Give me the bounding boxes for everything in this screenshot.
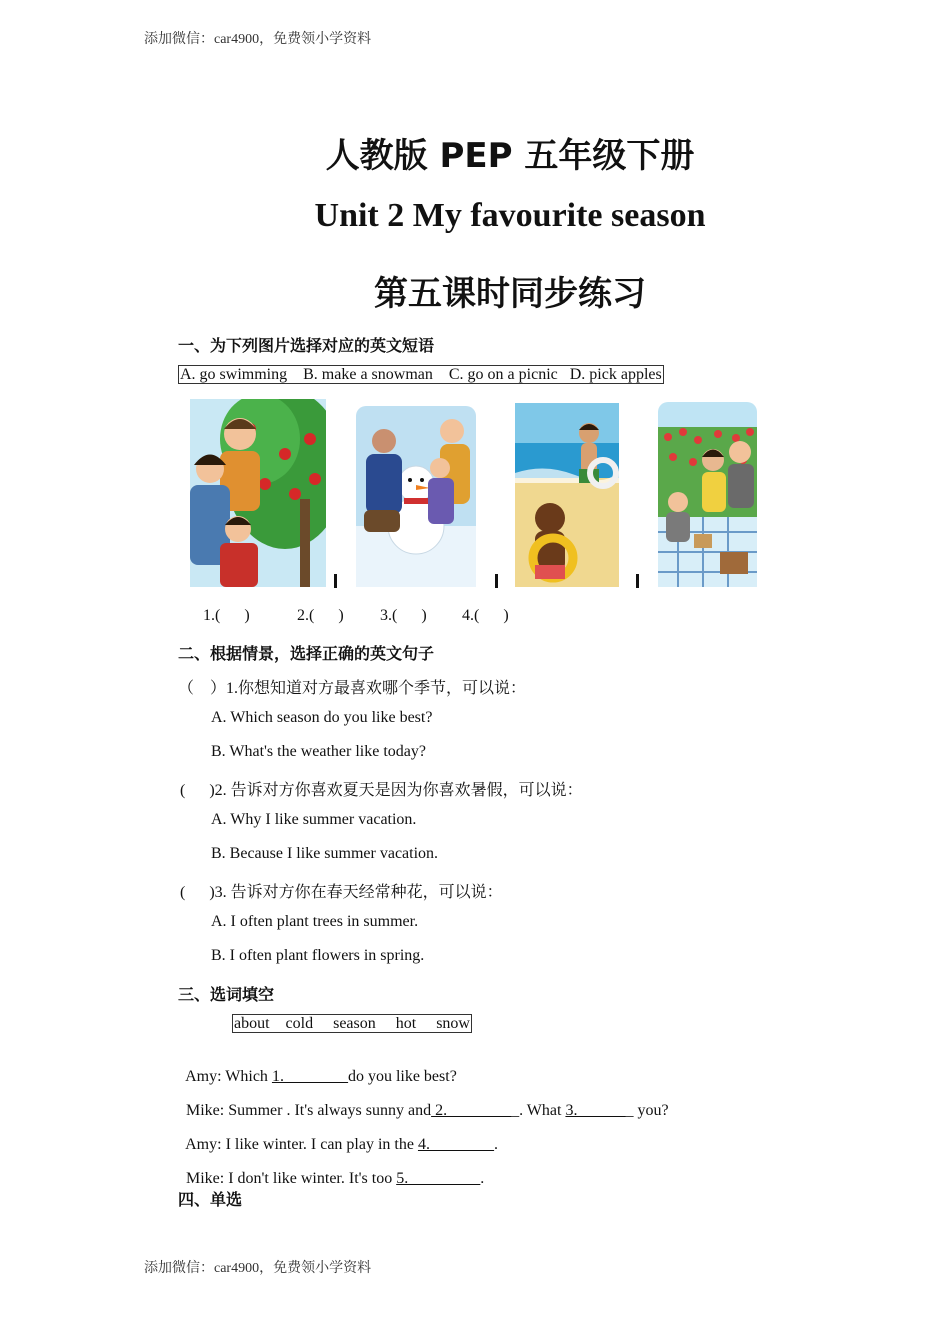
fill-blank-4[interactable]: 4.________ [417,1136,494,1153]
question-3: ( )3. 告诉对方你在春天经常种花，可以说： [180,884,503,901]
dialog-line-2-mid: _. What [511,1102,566,1119]
fill-blank-5[interactable]: 5._________ [396,1170,481,1187]
picture-divider-mark [334,574,337,588]
section-1-heading: 一、为下列图片选择对应的英文短语 [178,336,435,355]
page-header: 添加微信：car4900，免费领小学资料 [144,32,372,47]
dialog-line-1-text: Amy: Which [185,1068,272,1085]
page-footer: 添加微信：car4900，免费领小学资料 [144,1261,372,1276]
title-line-1: 人教版 PEP 五年级下册 [325,136,695,176]
dialog-line-1-end: do you like best? [347,1068,457,1085]
word-bank-box: about cold season hot snow [234,1015,470,1032]
answer-blank-2[interactable]: 2.( ) [297,607,344,624]
question-2-option-b: B. Because I like summer vacation. [211,845,439,862]
question-2: ( )2. 告诉对方你喜欢夏天是因为你喜欢暑假，可以说： [180,782,583,799]
question-3-option-b: B. I often plant flowers in spring. [211,947,425,964]
title-line-2: Unit 2 My favourite season [314,197,706,234]
question-1-option-b: B. What's the weather like today? [211,743,426,760]
phrase-options-box: A. go swimming B. make a snowman C. go on a picnic D. pick apples [180,366,662,383]
question-1: （ ）1.你想知道对方最喜欢哪个季节，可以说： [178,680,527,697]
dialog-line-3 [178,1118,498,1154]
fill-blank-1[interactable]: 1.________ [271,1068,348,1085]
answer-blank-4[interactable]: 4.( ) [462,607,509,624]
section-3-heading: 三、选词填空 [178,985,275,1004]
picture-go-swimming [515,403,619,587]
picture-pick-apples [190,399,326,587]
word-bank [232,1015,472,1033]
picture-divider-mark [495,574,498,588]
dialog-line-4-end: . [480,1170,485,1187]
picture-go-on-picnic [658,402,757,587]
question-1-option-a: A. Which season do you like best? [211,709,433,726]
section-4-heading: 四、单选 [178,1190,243,1209]
dialog-line-2-end: _ you? [625,1102,669,1119]
dialog-line-3-text: Amy: I like winter. I can play in the [185,1136,418,1153]
dialog-line-2-text: Mike: Summer . It's always sunny and [186,1102,432,1119]
title-line-3: 第五课时同步练习 [374,274,646,314]
question-2-option-a: A. Why I like summer vacation. [211,811,417,828]
answer-blank-3[interactable]: 3.( ) [380,607,427,624]
picture-divider-mark [636,574,639,588]
section-2-heading: 二、根据情景，选择正确的英文句子 [178,644,435,663]
fill-blank-3[interactable]: 3.______ [565,1102,626,1119]
dialog-line-4-text: Mike: I don't like winter. It's too [186,1170,397,1187]
dialog-line-1 [178,1050,457,1086]
picture-make-snowman [356,406,476,587]
dialog-line-4 [178,1152,484,1188]
fill-blank-2[interactable]: 2.________ [431,1102,512,1119]
dialog-line-2 [178,1084,669,1120]
answer-blank-1[interactable]: 1.( ) [203,607,250,624]
dialog-line-3-end: . [493,1136,498,1153]
question-3-option-a: A. I often plant trees in summer. [211,913,419,930]
phrase-options [178,366,664,384]
